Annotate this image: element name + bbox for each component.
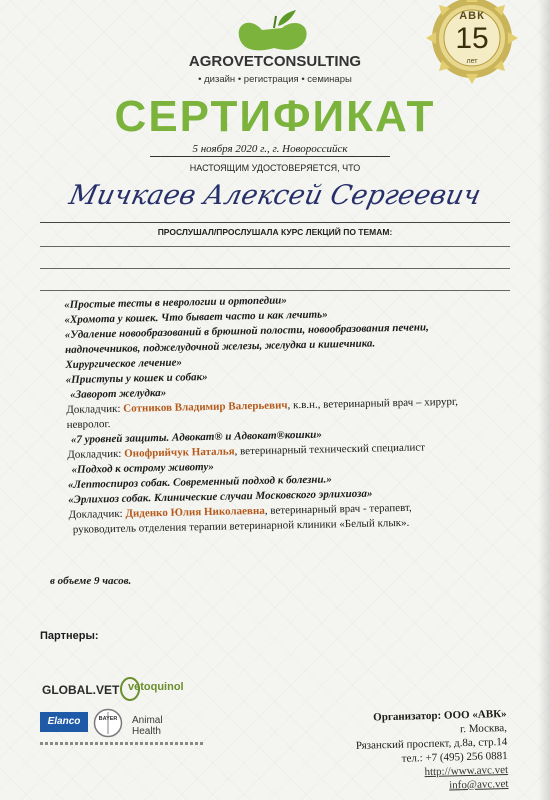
agrovetconsulting-logo [150,8,400,88]
badge-label: АВК [459,10,485,22]
speaker-role: , к.в.н., ветеринарный врач – хирург, [287,395,459,412]
speaker-role: , ветеринарный технический специалист [234,441,426,458]
logo-tagline: • дизайн • регистрация • семинары [198,74,352,85]
organizer-title: Организатор: ООО «АВК» [372,707,507,724]
animal-health-line2: Health [132,726,161,737]
speaker-label: Докладчик: [66,402,121,416]
certificate-title: СЕРТИФИКАТ [114,92,436,141]
topic-line: надпочечников, поджелудочной железы, желудка и кишечника. [64,337,376,356]
anniversary-badge [412,0,532,90]
animal-health-logo [132,715,163,737]
organizer-city: г. Москва, [459,721,507,736]
animal-health-line1: Animal [132,715,163,726]
name-underline [40,222,510,223]
attended-text: ПРОСЛУШАЛ/ПРОСЛУШАЛА КУРС ЛЕКЦИЙ ПО ТЕМАМ: [157,227,393,237]
organizer-address: Рязанский проспект, д.8а, стр.14 [355,735,508,752]
topics-list [64,288,539,538]
topic-line: «Заворот желудка» [69,386,167,401]
speaker-label: Докладчик: [68,507,123,521]
logo-name: AGROVETCONSULTING [188,53,362,70]
course-volume: в объеме 9 часов. [50,575,132,587]
apple-leaf-icon [150,8,400,56]
speaker-role: , ветеринарный врач - терапевт, [264,501,412,517]
vetoquinol-logo: vetoquinol [128,681,184,693]
date-place: 5 ноября 2020 г., г. Новороссийск [150,143,390,157]
organizer-phone: тел.: +7 (495) 256 0881 [401,749,508,765]
organizer-block [355,707,509,795]
topic-line: Хирургическое лечение» [65,356,183,371]
globalvet-logo: GLOBAL.VET [42,683,120,697]
speaker-role-line: невролог. [66,418,111,431]
organizer-email-link[interactable]: info@avc.vet [448,777,509,792]
badge-number: 15 [455,22,489,55]
topic-line: «Простые тесты в неврологии и ортопедии» [64,294,288,311]
fine-print-rule [40,742,205,745]
partners-label: Партнеры: [40,630,99,642]
blank-line [40,246,510,247]
elanco-logo: Elanco [40,712,88,732]
topic-line: «Подход к острому животу» [71,460,214,476]
topic-line: «Удаление новообразований в брюшной полости, новообразования печени, [64,321,429,341]
topic-line: «Приступы у кошек и собак» [65,371,208,386]
speaker-name: Онофрийчук Наталья [124,445,235,460]
organizer-site-link[interactable]: http://www.avc.vet [423,763,508,779]
badge-sub: лет [466,58,478,65]
certify-text: НАСТОЯЩИМ УДОСТОВЕРЯЕТСЯ, ЧТО [189,163,361,173]
speaker-role-line: руководитель отделения терапии ветеринарной клиники «Белый клык». [72,516,410,536]
topic-line: «7 уровней защиты. Адвокат® и Адвокат®кошки» [70,428,322,446]
speaker-name: Диденко Юлия Николаевна [125,504,265,520]
topic-line: «Лептоспироз собак. Современный подход к болезни.» [67,473,332,491]
speaker-name: Сотников Владимир Валерьевич [123,399,288,415]
recipient-name: Мичкаев Алексей Сергеевич [66,180,484,211]
topic-line: «Хромота у кошек. Что бывает часто и как лечить» [64,308,328,326]
speaker-label: Докладчик: [67,447,122,461]
topic-line: «Эрлихиоз собак. Клинические случаи Московского эрлихиоза» [68,487,373,506]
bayer-cross-icon [93,708,123,738]
bayer-logo-text: BAYER [98,716,118,722]
blank-line [40,268,510,269]
